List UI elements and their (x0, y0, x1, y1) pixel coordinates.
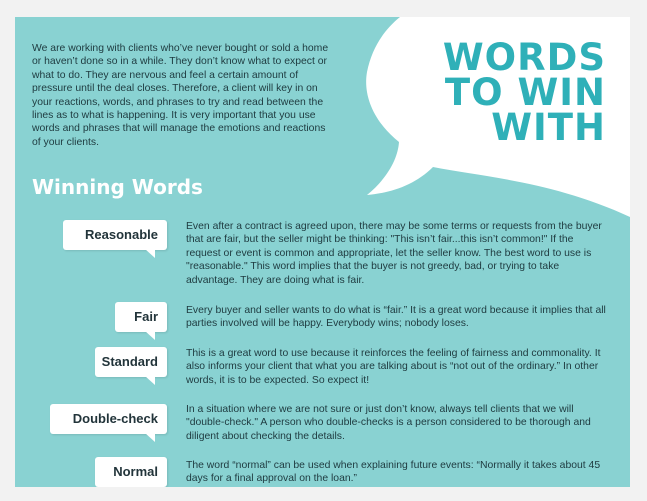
tag-tail (145, 433, 155, 442)
word-term: Double-check (72, 411, 158, 426)
tag-tail (145, 331, 155, 340)
section-heading: Winning Words (32, 175, 203, 199)
word-description: Even after a contract is agreed upon, there may be some terms or requests from the buyer that are fair, but the seller might be thinking: "This isn’t fair...this isn’t common!" If the request or event is common and appropriate, let the seller know. The best word to use is "reasonable." This word implies that the buyer is not greedy, bad, or trying to take advantage. They are doing what is fair. (186, 221, 602, 286)
word-description: This is a great word to use because it reinforces the feeling of fairness and commonality. It also informs your client that what you are talking about is “not out of the ordinary.” In other words, it is to be expected. So expect it! (186, 348, 601, 386)
tag-tail (145, 249, 155, 258)
page (15, 17, 630, 487)
word-term: Reasonable (85, 227, 158, 242)
title-line-2: TO WIN (444, 71, 606, 114)
tag-tail (145, 486, 155, 487)
title-line-3: WITH (491, 106, 606, 149)
word-description: Every buyer and seller wants to do what is “fair.” It is a great word because it implies that all parties involved will be happy. Everybody wins; nobody loses. (186, 305, 606, 330)
word-description: The word “normal” can be used when explaining future events: “Normally it takes about 45 days for a final approval on the loan.” (186, 460, 601, 485)
word-tag-reasonable (63, 220, 167, 250)
word-tag-normal (95, 457, 167, 487)
word-description: In a situation where we are not sure or just don’t know, always tell clients that we will "double-check." A person who double-checks is a person considered to be thorough and diligent about checking the details. (186, 404, 591, 442)
word-tag-standard (95, 347, 167, 377)
title-line-1: WORDS (442, 36, 606, 79)
word-tag-double-check (50, 404, 167, 434)
word-term: Fair (134, 309, 158, 324)
word-tag-fair (115, 302, 167, 332)
word-term: Normal (113, 464, 158, 479)
word-term: Standard (101, 354, 158, 369)
intro-paragraph: We are working with clients who’ve never bought or sold a home or haven’t done so in a while. They don’t know what to expect or what to do. They are nervous and feel a certain amount of pressure until the deal closes. Therefore, a client will key in on your reactions, words, and phrases to try and read between the lines as to what is happening. It is very important that you use words and phrases that will manage the emotions and reactions of your clients. (32, 43, 329, 148)
tag-tail (145, 376, 155, 385)
